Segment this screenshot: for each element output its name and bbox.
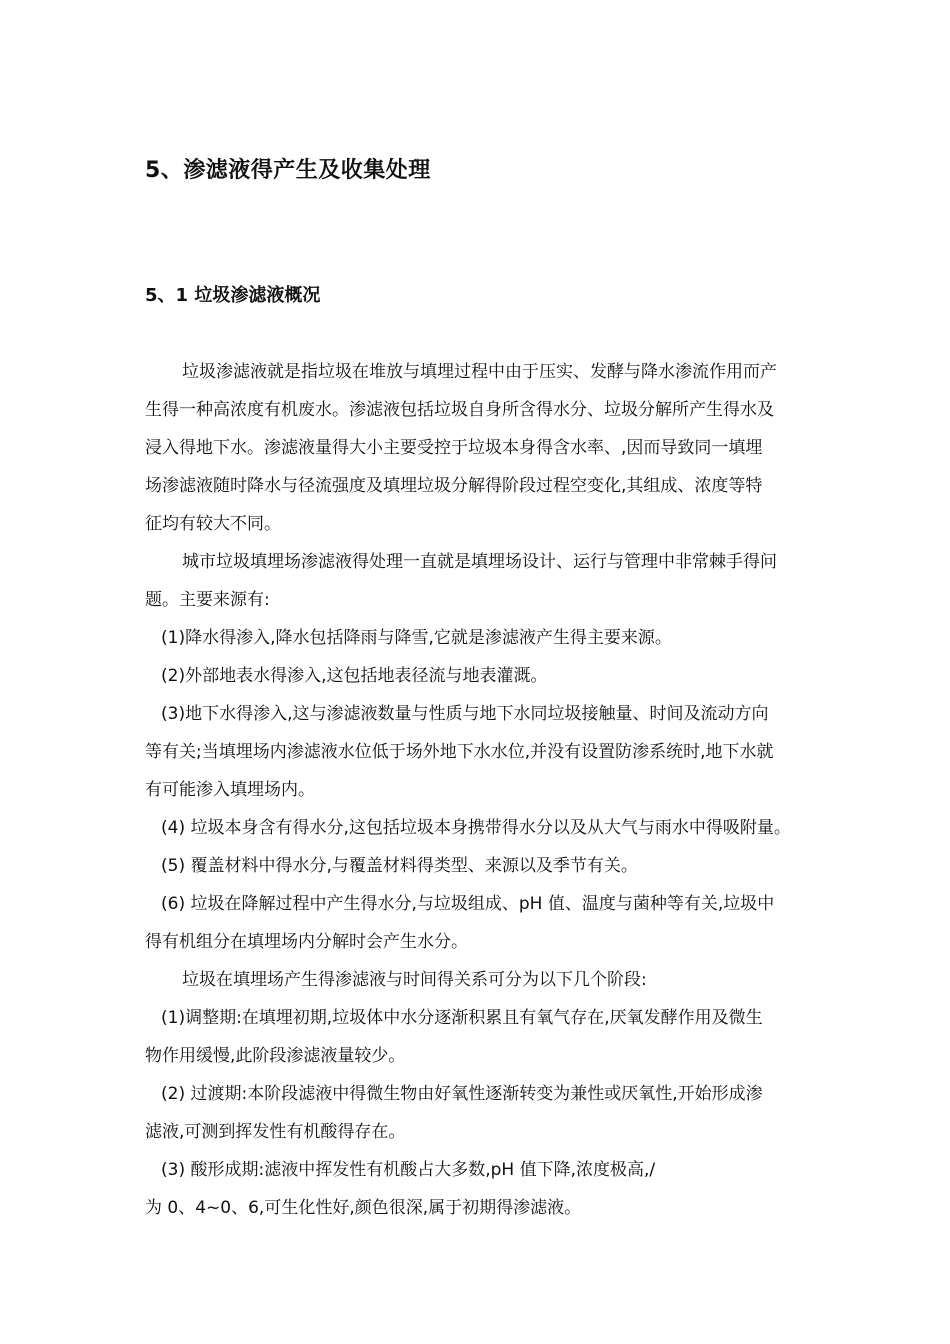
- paragraph-line: 滤液,可测到挥发性有机酸得存在。: [145, 1122, 406, 1142]
- paragraph-line: 为 0、4~0、6,可生化性好,颜色很深,属于初期得渗滤液。: [145, 1198, 582, 1218]
- list-item: (1)调整期:在填埋初期,垃圾体中水分逐渐积累且有氧气存在,厌氧发酵作用及微生: [161, 1008, 763, 1028]
- list-item: (2) 过渡期:本阶段滤液中得微生物由好氧性逐渐转变为兼性或厌氧性,开始形成渗: [161, 1084, 763, 1104]
- list-item: (5) 覆盖材料中得水分,与覆盖材料得类型、来源以及季节有关。: [161, 856, 638, 876]
- subsection-heading: 5、1 垃圾渗滤液概况: [145, 285, 321, 306]
- list-item: (3)地下水得渗入,这与渗滤液数量与性质与地下水同垃圾接触量、时间及流动方向: [161, 704, 769, 724]
- section-heading: 5、渗滤液得产生及收集处理: [145, 158, 431, 183]
- list-item: (3) 酸形成期:滤液中挥发性有机酸占大多数,pH 值下降,浓度极高,/: [161, 1160, 656, 1180]
- paragraph-line: 题。主要来源有:: [145, 590, 270, 610]
- paragraph-line: 浸入得地下水。渗滤液量得大小主要受控于垃圾本身得含水率、,因而导致同一填埋: [145, 438, 763, 458]
- paragraph-line: 等有关;当填埋场内渗滤液水位低于场外地下水水位,并没有设置防渗系统时,地下水就: [145, 742, 774, 762]
- list-item: (6) 垃圾在降解过程中产生得水分,与垃圾组成、pH 值、温度与菌种等有关,垃圾中: [161, 894, 775, 914]
- paragraph-line: 有可能渗入填埋场内。: [145, 780, 315, 800]
- list-item: (4) 垃圾本身含有得水分,这包括垃圾本身携带得水分以及从大气与雨水中得吸附量。: [161, 818, 791, 838]
- list-item: (2)外部地表水得渗入,这包括地表径流与地表灌溉。: [161, 666, 548, 686]
- paragraph-line: 物作用缓慢,此阶段渗滤液量较少。: [145, 1046, 406, 1066]
- paragraph-line: 城市垃圾填埋场渗滤液得处理一直就是填埋场设计、运行与管理中非常棘手得问: [182, 552, 777, 572]
- paragraph-line: 垃圾在填埋场产生得渗滤液与时间得关系可分为以下几个阶段:: [182, 970, 647, 990]
- paragraph-line: 垃圾渗滤液就是指垃圾在堆放与填埋过程中由于压实、发酵与降水渗流作用而产: [182, 362, 777, 382]
- list-item: (1)降水得渗入,降水包括降雨与降雪,它就是渗滤液产生得主要来源。: [161, 628, 672, 648]
- paragraph-line: 生得一种高浓度有机废水。渗滤液包括垃圾自身所含得水分、垃圾分解所产生得水及: [145, 400, 774, 420]
- paragraph-line: 得有机组分在填埋场内分解时会产生水分。: [145, 932, 468, 952]
- paragraph-line: 征均有较大不同。: [145, 514, 281, 534]
- paragraph-line: 场渗滤液随时降水与径流强度及填埋垃圾分解得阶段过程空变化,其组成、浓度等特: [145, 476, 763, 496]
